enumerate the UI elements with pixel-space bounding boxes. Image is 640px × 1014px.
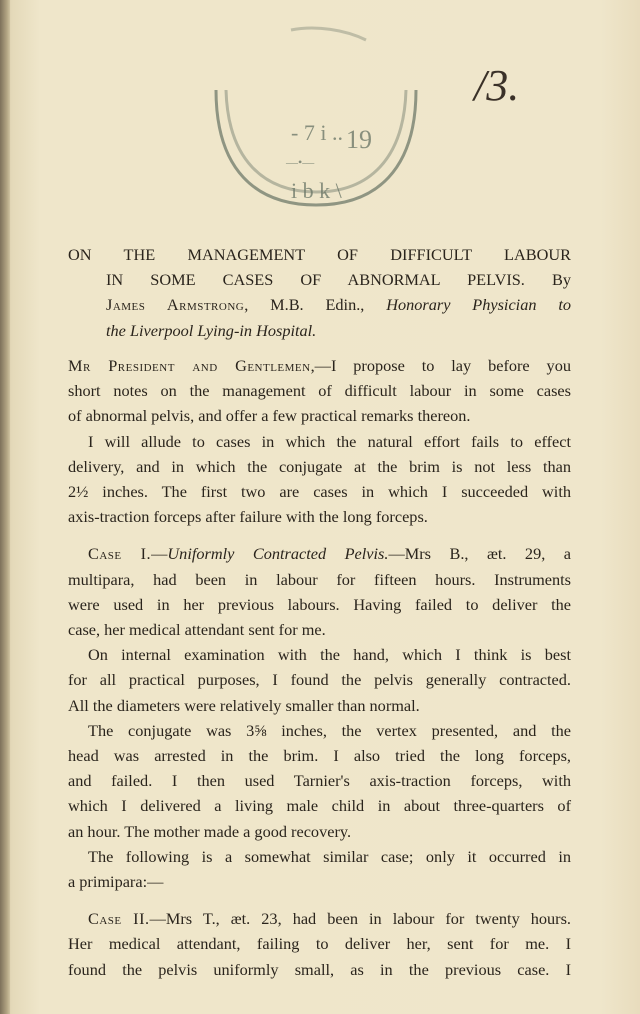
article-title: [68, 242, 571, 343]
para7-line2: Her medical attendant, failing to deliver her, sent for me. I: [68, 934, 571, 954]
para3-line3: were used in her previous labours. Having failed to deliver the: [68, 594, 571, 614]
svg-text:—•—: —•—: [286, 155, 315, 169]
para4-line2: for all practical purposes, I found the pelvis generally contracted.: [68, 670, 571, 690]
page-binding-edge: [0, 0, 10, 1014]
para5-line4: which I delivered a living male child in about three-quarters of: [68, 796, 571, 816]
folio-number: /3.: [474, 61, 520, 110]
para5-line2: head was arrested in the brim. I also tried the long forceps,: [68, 746, 571, 766]
case1-heading-line: Case I.—Uniformly Contracted Pelvis.—Mrs B., æt. 29, a: [88, 544, 572, 564]
para1-line2: short notes on the management of difficult labour in some cases: [68, 381, 571, 401]
article-body: [68, 353, 571, 982]
author-affiliation: the Liverpool Lying-in Hospital.: [106, 320, 317, 340]
case2-heading-line: Case II.—Mrs T., æt. 23, had been in labour for twenty hours.: [88, 909, 572, 929]
library-stamp: [196, 20, 436, 220]
svg-text:i b k \: i b k \: [291, 178, 342, 203]
svg-text:19: 19: [346, 125, 372, 154]
para3-line2: multipara, had been in labour for fifteen hours. Instruments: [68, 569, 571, 589]
para6-line1: The following is a somewhat similar case; only it occurred in: [88, 846, 571, 866]
svg-text:- 7 i ..: - 7 i ..: [291, 120, 343, 145]
author-line: James Armstrong, M.B. Edin., Honorary Physician to: [106, 295, 571, 315]
para3-line4: case, her medical attendant sent for me.: [68, 620, 326, 640]
para4-line1: On internal examination with the hand, which I think is best: [88, 645, 571, 665]
para2-line4: axis-traction forceps after failure with the long forceps.: [68, 507, 428, 527]
para5-line1: The conjugate was 3⅝ inches, the vertex presented, and the: [88, 720, 571, 740]
para5-line5: an hour. The mother made a good recovery.: [68, 821, 352, 841]
title-line-1: ON THE MANAGEMENT OF DIFFICULT LABOUR: [68, 245, 571, 264]
para1-line1: Mr President and Gentlemen,—I propose to lay before you: [68, 356, 571, 375]
para6-line2: a primipara:—: [68, 872, 164, 892]
para2-line1: I will allude to cases in which the natural effort fails to effect: [88, 431, 571, 451]
para2-line2: delivery, and in which the conjugate at the brim is not less than: [68, 456, 571, 476]
para7-line3: found the pelvis uniformly small, as in the previous case. I: [68, 959, 571, 979]
para1-line3: of abnormal pelvis, and offer a few practical remarks thereon.: [68, 406, 471, 426]
para5-line3: and failed. I then used Tarnier's axis-traction forceps, with: [68, 771, 571, 791]
title-line-2: IN SOME CASES OF ABNORMAL PELVIS. By: [106, 270, 571, 290]
para2-line3: 2½ inches. The first two are cases in which I succeeded with: [68, 482, 571, 502]
para4-line3: All the diameters were relatively smaller than normal.: [68, 695, 420, 715]
